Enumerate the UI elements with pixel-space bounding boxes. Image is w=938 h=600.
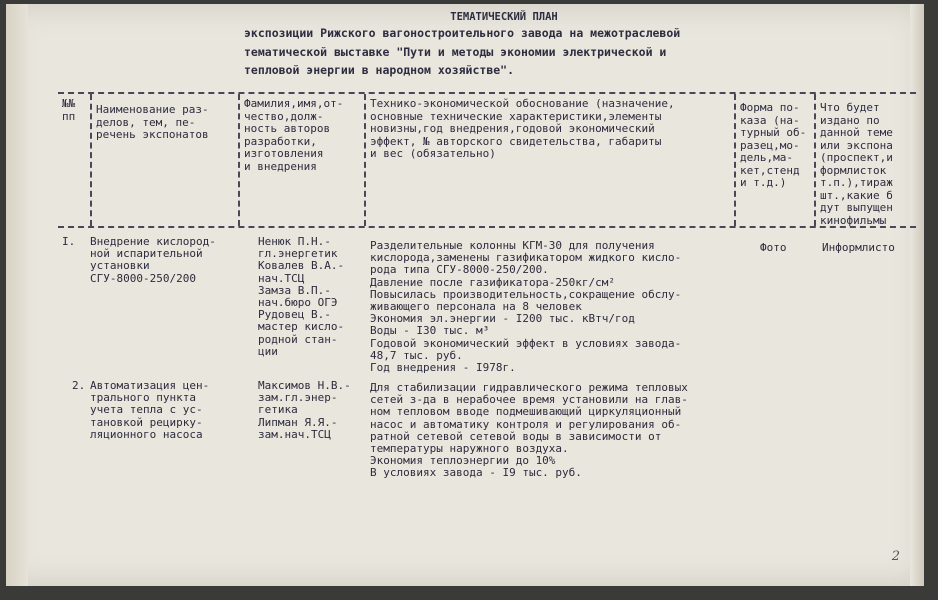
cell-text: Для стабилизации гидравлического режима тепловых xyxy=(370,381,688,394)
cell-text: живающего персонала на 8 человек xyxy=(370,300,582,314)
header-line: экспозиции Рижского вагоностроительного завода на межотраслевой xyxy=(244,26,681,40)
cell-text: Годовой экономический эффект в условиях завода- xyxy=(370,336,682,350)
header-text: Технико-экономической обоснование (назначение, xyxy=(370,97,675,110)
row-authors xyxy=(258,236,344,358)
row-publication xyxy=(822,242,895,254)
header-text: т.п.),тираж xyxy=(820,176,893,189)
cell-text: учета тепла с ус- xyxy=(90,403,203,417)
column-divider xyxy=(238,94,240,226)
document-header xyxy=(244,10,764,80)
cell-text: установки xyxy=(90,259,150,273)
header-text: (проспект,и xyxy=(820,151,893,164)
cell-text: Рудовец В.- xyxy=(258,308,331,322)
cell-text: зам.гл.энер- xyxy=(258,391,338,405)
cell-text: ном тепловом вводе подмешивающий циркуляционный xyxy=(370,405,682,419)
row-number xyxy=(62,236,75,248)
cell-text: Экономия эл.энергии - I200 тыс. кВтч/год xyxy=(370,312,635,326)
header-text: дель,ма- xyxy=(740,151,793,164)
cell-text: сетей з-да в нерабочее время установили на глав- xyxy=(370,393,688,407)
cell-text: Воды - I30 тыс. м³ xyxy=(370,324,490,338)
cell-text: Ненюк П.Н.- xyxy=(258,235,331,248)
cell-text: трального пункта xyxy=(90,391,196,405)
header-text: разработки, xyxy=(244,134,317,148)
cell-text: гетика xyxy=(258,403,298,417)
cell-text: Ковалев В.А.- xyxy=(258,259,345,273)
cell-text: Год внедрения - I978г. xyxy=(370,361,516,375)
cell-text: Липман Я.Я.- xyxy=(258,415,338,429)
cell-text: температуры наружного воздуха. xyxy=(370,442,569,456)
column-divider xyxy=(90,94,92,226)
header-text: или экспона xyxy=(820,138,893,152)
header-text: ность авторов xyxy=(244,122,331,135)
cell-text: ляционного насоса xyxy=(90,427,203,441)
column-divider xyxy=(364,94,366,226)
header-text: турный об- xyxy=(740,126,807,139)
header-text: шт.,какие б xyxy=(820,188,893,202)
header-text: основные технические характеристики,элементы xyxy=(370,109,662,123)
cell-text: Экономия теплоэнергии до 10% xyxy=(370,454,556,468)
row-name xyxy=(90,236,216,285)
header-text: делов, тем, пе- xyxy=(96,115,196,129)
cell-text: гл.энергетик xyxy=(258,247,338,261)
cell-text: Разделительные колонны КГМ-30 для получения xyxy=(370,239,655,252)
cell-text: Внедрение кислород- xyxy=(90,235,216,248)
header-text: издано по xyxy=(820,113,880,127)
header-text: чество,долж- xyxy=(244,109,324,123)
header-text: Что будет xyxy=(820,101,880,114)
cell-text: 48,7 тыс. руб. xyxy=(370,348,463,362)
header-authors xyxy=(244,98,343,173)
row-number xyxy=(72,380,85,392)
header-text: и внедрения xyxy=(244,159,317,173)
column-divider xyxy=(814,94,816,226)
header-text: пп xyxy=(62,109,76,123)
cell-text: тановкой рецирку- xyxy=(90,415,203,429)
header-text: разец,мо- xyxy=(740,138,800,152)
cell-text: родной стан- xyxy=(258,332,338,346)
cell-text: Максимов Н.В.- xyxy=(258,379,351,392)
cell-text: рода типа СГУ-8000-250/200. xyxy=(370,263,549,277)
row-authors xyxy=(258,380,351,441)
cell-text: ции xyxy=(258,344,278,358)
header-num xyxy=(62,98,75,123)
cell-text: мастер кисло- xyxy=(258,320,345,334)
header-justification xyxy=(370,98,675,161)
header-text: №№ xyxy=(62,97,76,110)
header-text: новизны,год внедрения,годовой экономический xyxy=(370,122,655,135)
binding-strip xyxy=(6,4,28,586)
header-text: изготовления xyxy=(244,147,324,160)
header-text: дут выпущен xyxy=(820,201,893,214)
cell-text: ной испарительной xyxy=(90,247,203,261)
cell-text: Давление после газификатора-250кг/см² xyxy=(370,275,616,289)
table-header-rule xyxy=(58,226,916,228)
column-divider xyxy=(734,94,736,226)
header-text: данной теме xyxy=(820,126,893,139)
header-text: и вес (обязательно) xyxy=(370,147,496,160)
header-publication xyxy=(820,102,893,227)
header-text: Форма по- xyxy=(740,101,800,114)
header-text: формлисток xyxy=(820,163,887,177)
cell-text: I. xyxy=(62,235,76,248)
cell-text: Автоматизация цен- xyxy=(90,379,210,392)
cell-text: нач.бюро ОГЭ xyxy=(258,296,338,310)
header-text: кет,стенд xyxy=(740,163,800,177)
cell-text: кислорода,заменены газификатором жидкого кисло- xyxy=(370,251,682,265)
header-text: кинофильмы xyxy=(820,213,887,227)
header-text: и т.д.) xyxy=(740,176,787,189)
header-name xyxy=(96,104,209,142)
header-line: тепловой энергии в народном хозяйстве". xyxy=(244,63,515,77)
row-justification xyxy=(370,382,688,480)
cell-text: Повысилась производительность,сокращение обслу- xyxy=(370,287,682,301)
cell-text: Фото xyxy=(760,241,787,254)
cell-text: насос и автоматику контроля и регулирования об- xyxy=(370,417,682,431)
row-name xyxy=(90,380,209,441)
header-text: каза (на- xyxy=(740,113,800,127)
row-form xyxy=(760,242,787,254)
page-mark: 2 xyxy=(891,549,900,564)
header-text: Наименование раз- xyxy=(96,103,209,116)
header-form xyxy=(740,102,806,190)
header-line: тематической выставке "Пути и методы экономии электрической и xyxy=(244,44,667,59)
cell-text: Замза В.П.- xyxy=(258,283,331,297)
row-justification xyxy=(370,240,681,374)
document-page xyxy=(6,4,924,586)
cell-text: нач.ТСЦ xyxy=(258,271,305,285)
header-text: Фамилия,имя,от- xyxy=(244,97,344,110)
cell-text: 2. xyxy=(72,379,86,392)
document-title: ТЕМАТИЧЕСКИЙ ПЛАН xyxy=(450,11,558,23)
cell-text: ратной сетевой сетевой воды в зависимости от xyxy=(370,429,662,443)
cell-text: зам.нач.ТСЦ xyxy=(258,427,331,441)
header-text: эффект, № авторского свидетельства, габариты xyxy=(370,134,662,148)
header-text: речень экспонатов xyxy=(96,128,209,141)
cell-text: В условиях завода - I9 тыс. руб. xyxy=(370,466,582,480)
cell-text: СГУ-8000-250/200 xyxy=(90,271,196,285)
cell-text: Информлисто xyxy=(822,241,895,254)
table-top-rule xyxy=(58,92,916,94)
